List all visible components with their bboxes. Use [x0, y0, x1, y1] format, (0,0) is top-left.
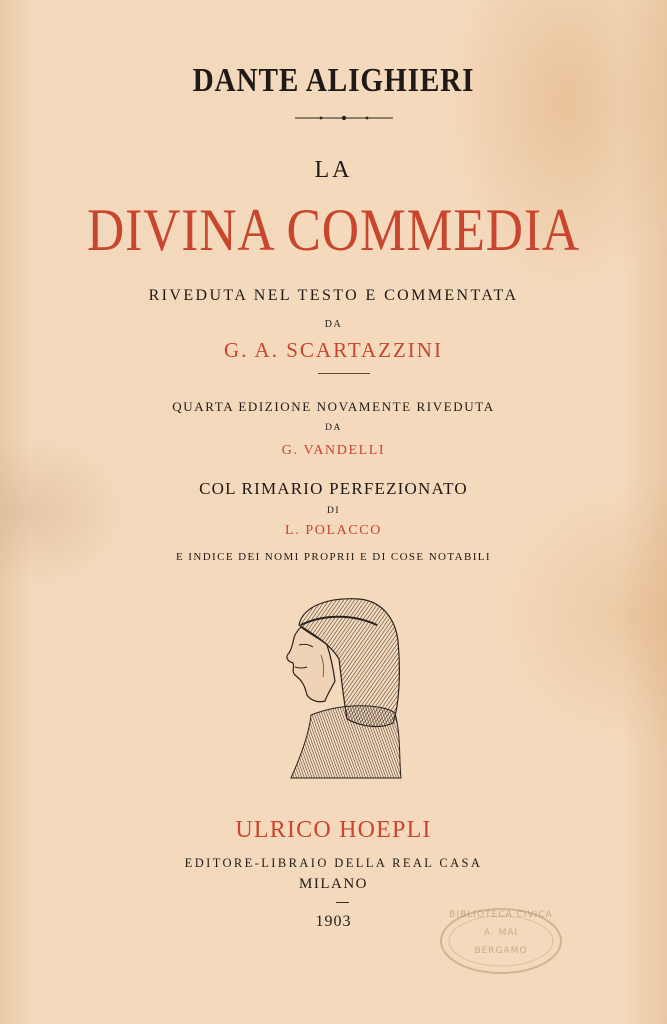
ornament-divider — [293, 114, 395, 122]
reviser-name: G. VANDELLI — [281, 443, 386, 458]
rule-divider — [318, 373, 370, 374]
edition-statement: QUARTA EDIZIONE NOVAMENTE RIVEDUTA — [172, 399, 495, 414]
book-title: DIVINA COMMEDIA — [86, 197, 581, 263]
publisher-name: ULRICO HOEPLI — [235, 817, 432, 843]
by-label-2: DA — [325, 423, 342, 433]
index-note: E INDICE DEI NOMI PROPRII E DI COSE NOTABILI — [176, 551, 491, 563]
publication-city: MILANO — [299, 876, 368, 892]
publisher-description: EDITORE-LIBRAIO DELLA REAL CASA — [184, 856, 483, 870]
rimario-statement: COL RIMARIO PERFEZIONATO — [199, 479, 468, 498]
editor-name: G. A. SCARTAZZINI — [224, 338, 443, 362]
by-label: DA — [324, 319, 343, 330]
by-label-3: DI — [326, 506, 341, 516]
title-article: LA — [314, 157, 353, 183]
subtitle: RIVEDUTA NEL TESTO E COMMENTATA — [148, 287, 519, 304]
rimario-author: L. POLACCO — [285, 523, 382, 538]
publication-year: 1903 — [315, 913, 352, 930]
dante-portrait-icon — [281, 595, 407, 781]
author-name: DANTE ALIGHIERI — [192, 62, 475, 99]
library-stamp-text: BIBLIOTECA CIVICA A. MAI BERGAMO — [449, 910, 553, 956]
dash-divider — [336, 902, 349, 903]
